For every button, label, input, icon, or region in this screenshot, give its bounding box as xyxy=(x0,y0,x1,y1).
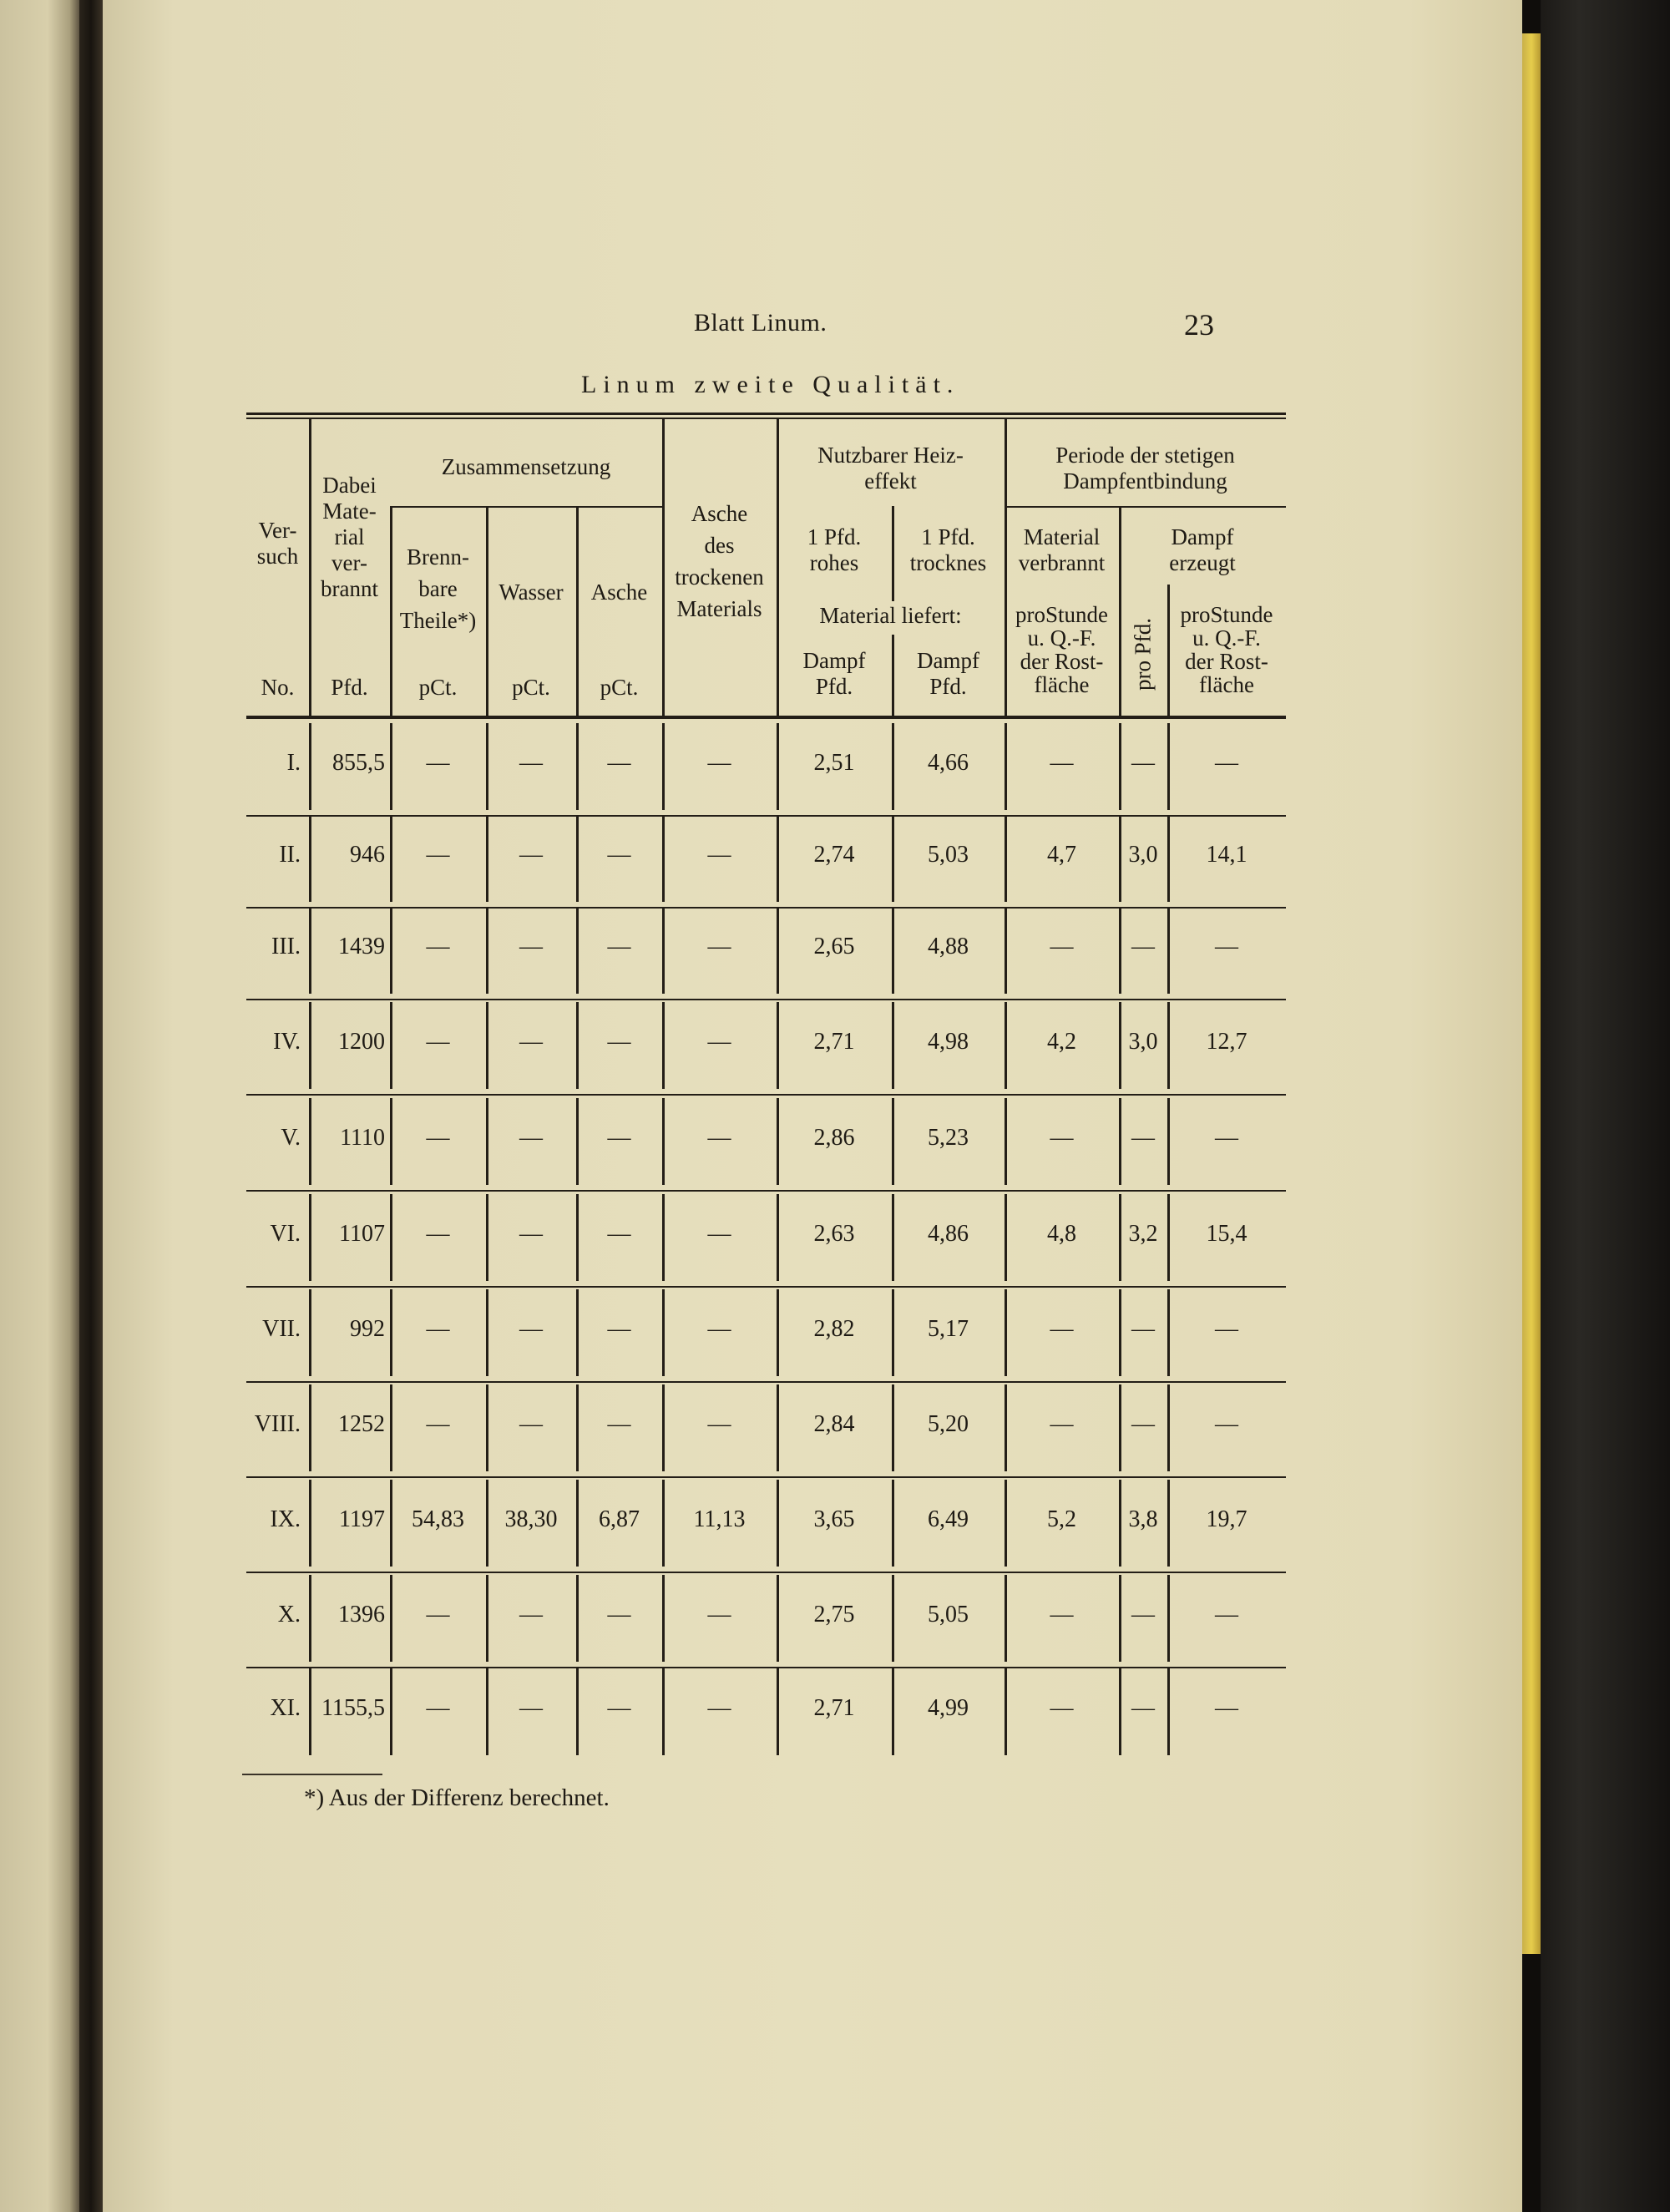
cell-dampf-trocknes: 4,99 xyxy=(928,1695,969,1721)
cell-asche-trocken: — xyxy=(707,842,731,868)
cell-dampf-pro-stunde: — xyxy=(1215,1316,1238,1342)
cell-dampf-pro-stunde: — xyxy=(1215,1602,1238,1627)
cell-wasser: 38,30 xyxy=(504,1506,558,1532)
header-wasser: Wasser xyxy=(498,580,564,605)
cell-versuch-no: X. xyxy=(277,1602,301,1627)
cell-versuch-no: I. xyxy=(286,750,301,776)
header-asche: Asche xyxy=(590,580,648,605)
header-versuch-no: No. xyxy=(261,675,295,700)
footnote: *) Aus der Differenz berechnet. xyxy=(304,1784,610,1811)
cell-asche: — xyxy=(607,1221,631,1247)
cell-material-verbrannt-pfd: 855,5 xyxy=(332,750,385,776)
header-asche-unit: pCt. xyxy=(600,675,639,700)
cell-wasser: — xyxy=(519,1411,543,1437)
cell-material-verbrannt-pfd: 1200 xyxy=(338,1029,385,1055)
cell-versuch-no: II. xyxy=(279,842,301,868)
cell-dampf-trocknes: 5,17 xyxy=(928,1316,969,1342)
cell-brennbare-theile: — xyxy=(426,1411,450,1437)
cell-wasser: — xyxy=(519,1125,543,1151)
cell-dampf-pro-pfd: 3,0 xyxy=(1128,842,1158,868)
cell-versuch-no: IV. xyxy=(273,1029,301,1055)
cell-asche-trocken: — xyxy=(707,1316,731,1342)
cell-wasser: — xyxy=(519,1029,543,1055)
cell-brennbare-theile: — xyxy=(426,1316,450,1342)
cell-dampf-trocknes: 5,05 xyxy=(928,1602,969,1627)
cell-material-pro-stunde: — xyxy=(1050,934,1074,959)
cell-dampf-rohes: 2,63 xyxy=(813,1221,855,1247)
row-separator-7 xyxy=(246,1381,1286,1383)
cell-brennbare-theile: — xyxy=(426,934,450,959)
header-pro-stunde-2: proStunde u. Q.-F. der Rost- fläche xyxy=(1180,602,1273,697)
cell-asche: 6,87 xyxy=(599,1506,640,1532)
cell-material-verbrannt-pfd: 992 xyxy=(350,1316,385,1342)
cell-material-verbrannt-pfd: 1252 xyxy=(338,1411,385,1437)
cell-material-pro-stunde: 4,2 xyxy=(1047,1029,1076,1055)
cell-dampf-rohes: 2,86 xyxy=(813,1125,855,1151)
cell-dampf-trocknes: 4,66 xyxy=(928,750,969,776)
cell-dampf-trocknes: 4,88 xyxy=(928,934,969,959)
cell-asche-trocken: — xyxy=(707,1125,731,1151)
cell-wasser: — xyxy=(519,1316,543,1342)
cell-asche-trocken: 11,13 xyxy=(693,1506,746,1532)
cell-dampf-pro-stunde: 14,1 xyxy=(1206,842,1247,868)
cell-dampf-trocknes: 4,86 xyxy=(928,1221,969,1247)
table-top-rule-2 xyxy=(246,418,1286,419)
header-versuch: Ver- such xyxy=(256,518,299,569)
page-edges xyxy=(1522,33,1541,1954)
cell-dampf-pro-pfd: — xyxy=(1131,1602,1155,1627)
cell-asche: — xyxy=(607,1695,631,1721)
cell-brennbare-theile: — xyxy=(426,1221,450,1247)
header-sub-rule-zusammensetzung xyxy=(390,506,662,508)
cell-material-verbrannt-pfd: 1110 xyxy=(340,1125,385,1151)
cell-brennbare-theile: 54,83 xyxy=(412,1506,464,1532)
cell-wasser: — xyxy=(519,1602,543,1627)
cell-material-pro-stunde: 5,2 xyxy=(1047,1506,1076,1532)
cell-dampf-rohes: 2,74 xyxy=(813,842,855,868)
cell-versuch-no: III. xyxy=(271,934,301,959)
cell-material-verbrannt-pfd: 1155,5 xyxy=(321,1695,385,1721)
header-nutzbarer: Nutzbarer Heiz- effekt xyxy=(817,443,964,494)
cell-asche: — xyxy=(607,934,631,959)
cell-material-pro-stunde: — xyxy=(1050,1602,1074,1627)
cell-asche: — xyxy=(607,1602,631,1627)
cell-material-verbrannt-pfd: 1396 xyxy=(338,1602,385,1627)
cell-material-pro-stunde: — xyxy=(1050,1695,1074,1721)
cell-versuch-no: VI. xyxy=(270,1221,301,1247)
header-bottom-rule xyxy=(246,716,1286,719)
cell-versuch-no: IX. xyxy=(270,1506,301,1532)
cell-versuch-no: XI. xyxy=(270,1695,301,1721)
cell-material-verbrannt-pfd: 1197 xyxy=(339,1506,385,1532)
header-dampf-trocknes: Dampf Pfd. xyxy=(917,648,979,699)
cell-dampf-rohes: 2,51 xyxy=(813,750,855,776)
header-material-liefert: Material liefert: xyxy=(819,603,962,628)
cell-dampf-pro-stunde: 15,4 xyxy=(1206,1221,1247,1247)
header-brennbare: Brenn- bare Theile*) xyxy=(399,544,477,633)
left-page-edge xyxy=(0,0,79,2212)
cell-asche: — xyxy=(607,1411,631,1437)
cell-versuch-no: VIII. xyxy=(254,1411,301,1437)
header-material-verbrannt: Material verbrannt xyxy=(1018,524,1106,575)
cell-asche-trocken: — xyxy=(707,1029,731,1055)
cell-dampf-rohes: 2,84 xyxy=(813,1411,855,1437)
cell-brennbare-theile: — xyxy=(426,1125,450,1151)
cell-dampf-pro-stunde: — xyxy=(1215,750,1238,776)
cell-brennbare-theile: — xyxy=(426,750,450,776)
table-top-rule xyxy=(246,413,1286,415)
cell-asche-trocken: — xyxy=(707,1221,731,1247)
cell-dampf-rohes: 2,82 xyxy=(813,1316,855,1342)
cell-brennbare-theile: — xyxy=(426,842,450,868)
header-zusammensetzung: Zusammensetzung xyxy=(441,454,611,479)
cell-dampf-trocknes: 5,23 xyxy=(928,1125,969,1151)
cell-dampf-pro-pfd: 3,2 xyxy=(1128,1221,1158,1247)
cell-dampf-pro-pfd: — xyxy=(1131,1125,1155,1151)
cell-asche-trocken: — xyxy=(707,750,731,776)
cell-material-pro-stunde: — xyxy=(1050,1411,1074,1437)
cell-asche: — xyxy=(607,1125,631,1151)
cell-material-verbrannt-pfd: 946 xyxy=(350,842,385,868)
footnote-rule xyxy=(242,1774,382,1775)
cell-dampf-rohes: 2,65 xyxy=(813,934,855,959)
cell-dampf-rohes: 3,65 xyxy=(813,1506,855,1532)
cell-material-verbrannt-pfd: 1107 xyxy=(339,1221,385,1247)
header-brennbare-unit: pCt. xyxy=(418,675,458,700)
row-separator-2 xyxy=(246,907,1286,909)
cell-asche-trocken: — xyxy=(707,1602,731,1627)
cell-versuch-no: V. xyxy=(281,1125,301,1151)
cell-dampf-pro-stunde: — xyxy=(1215,1125,1238,1151)
cell-dampf-rohes: 2,71 xyxy=(813,1029,855,1055)
header-asche-trocken: Asche des trockenen Materials xyxy=(675,501,764,621)
header-pfd-trocknes: 1 Pfd. trocknes xyxy=(909,524,987,575)
header-dabei: Dabei Mate- rial ver- brannt xyxy=(321,473,378,601)
cell-dampf-pro-stunde: — xyxy=(1215,1411,1238,1437)
header-dampf-rohes: Dampf Pfd. xyxy=(802,648,866,699)
cell-dampf-trocknes: 5,20 xyxy=(928,1411,969,1437)
row-separator-4 xyxy=(246,1094,1286,1096)
cell-dampf-rohes: 2,75 xyxy=(813,1602,855,1627)
cell-dampf-trocknes: 5,03 xyxy=(928,842,969,868)
cell-dampf-pro-pfd: — xyxy=(1131,1695,1155,1721)
cell-dampf-pro-stunde: 12,7 xyxy=(1206,1029,1247,1055)
cell-material-pro-stunde: 4,7 xyxy=(1047,842,1076,868)
cell-dampf-pro-pfd: 3,0 xyxy=(1128,1029,1158,1055)
row-separator-6 xyxy=(246,1286,1286,1288)
cell-asche-trocken: — xyxy=(707,1411,731,1437)
row-separator-8 xyxy=(246,1476,1286,1478)
header-sub-rule-periode xyxy=(1005,506,1286,508)
cell-wasser: — xyxy=(519,1695,543,1721)
cell-dampf-pro-stunde: — xyxy=(1215,934,1238,959)
cell-material-pro-stunde: — xyxy=(1050,1316,1074,1342)
cell-brennbare-theile: — xyxy=(426,1602,450,1627)
page-number: 23 xyxy=(1184,308,1214,342)
cell-dampf-pro-stunde: — xyxy=(1215,1695,1238,1721)
cell-dampf-pro-stunde: 19,7 xyxy=(1206,1506,1247,1532)
header-wasser-unit: pCt. xyxy=(512,675,550,700)
row-separator-10 xyxy=(246,1667,1286,1668)
header-periode: Periode der stetigen Dampfentbindung xyxy=(1055,443,1235,494)
cell-material-pro-stunde: — xyxy=(1050,1125,1074,1151)
book-cover xyxy=(1541,0,1670,2212)
cell-dampf-pro-pfd: — xyxy=(1131,1316,1155,1342)
cell-dampf-pro-pfd: 3,8 xyxy=(1128,1506,1158,1532)
row-separator-5 xyxy=(246,1190,1286,1192)
header-pro-stunde-1: proStunde u. Q.-F. der Rost- fläche xyxy=(1015,602,1108,697)
cell-wasser: — xyxy=(519,750,543,776)
header-pro-pfd: pro Pfd. xyxy=(1130,618,1156,691)
cell-dampf-trocknes: 4,98 xyxy=(928,1029,969,1055)
cell-wasser: — xyxy=(519,842,543,868)
cell-dampf-pro-pfd: — xyxy=(1131,934,1155,959)
cell-material-pro-stunde: 4,8 xyxy=(1047,1221,1076,1247)
cell-dampf-trocknes: 6,49 xyxy=(928,1506,969,1532)
row-separator-3 xyxy=(246,999,1286,1000)
cell-asche: — xyxy=(607,1029,631,1055)
cell-asche: — xyxy=(607,750,631,776)
cell-brennbare-theile: — xyxy=(426,1695,450,1721)
cell-wasser: — xyxy=(519,934,543,959)
cell-dampf-pro-pfd: — xyxy=(1131,750,1155,776)
book-gutter xyxy=(79,0,103,2212)
header-dampf-erzeugt: Dampf erzeugt xyxy=(1169,524,1236,575)
cell-wasser: — xyxy=(519,1221,543,1247)
row-separator-1 xyxy=(246,815,1286,817)
cell-dampf-rohes: 2,71 xyxy=(813,1695,855,1721)
row-separator-9 xyxy=(246,1572,1286,1573)
cell-asche: — xyxy=(607,842,631,868)
running-head: Blatt Linum. xyxy=(694,309,827,337)
cell-asche-trocken: — xyxy=(707,934,731,959)
header-pfd-rohes: 1 Pfd. rohes xyxy=(807,524,862,575)
cell-material-verbrannt-pfd: 1439 xyxy=(338,934,385,959)
header-dabei-unit: Pfd. xyxy=(331,675,368,700)
cell-asche-trocken: — xyxy=(707,1695,731,1721)
cell-dampf-pro-pfd: — xyxy=(1131,1411,1155,1437)
cell-brennbare-theile: — xyxy=(426,1029,450,1055)
cell-asche: — xyxy=(607,1316,631,1342)
table-title: Linum zweite Qualität. xyxy=(581,371,960,398)
cell-material-pro-stunde: — xyxy=(1050,750,1074,776)
cell-versuch-no: VII. xyxy=(262,1316,301,1342)
